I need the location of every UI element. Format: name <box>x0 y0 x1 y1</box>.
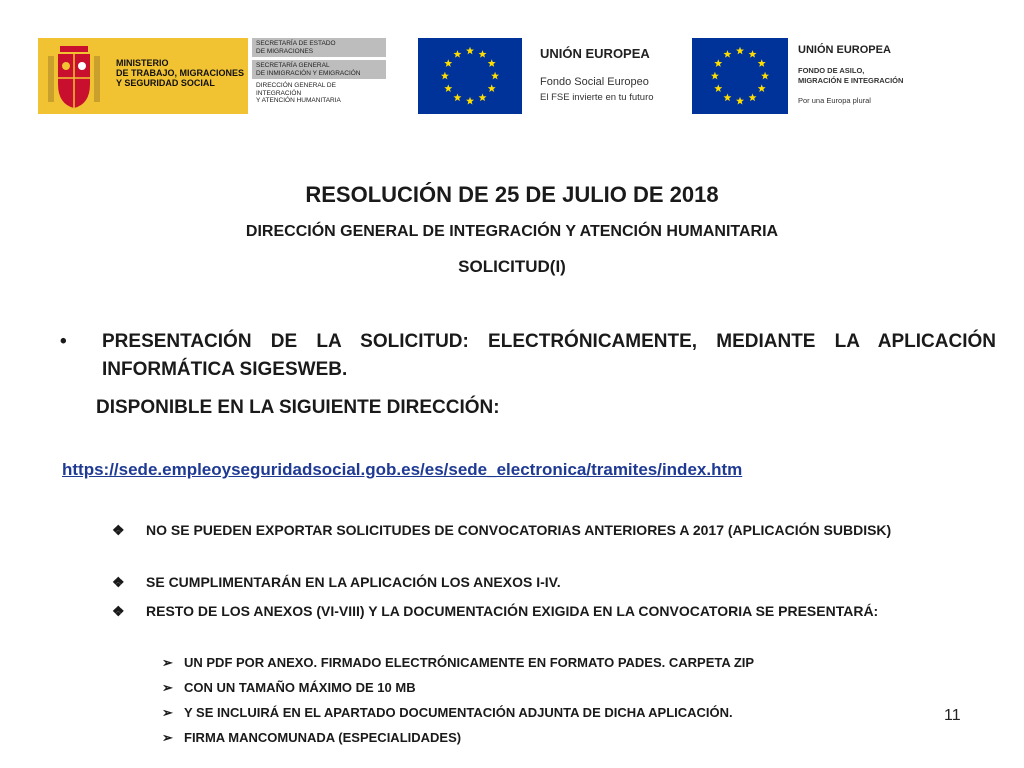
sub-list-item-text: Y SE INCLUIRÁ EN EL APARTADO DOCUMENTACIÓN ADJUNTA DE DICHA APLICACIÓN. <box>184 705 733 720</box>
eu-star-icon <box>714 59 722 67</box>
ministry-line: DE TRABAJO, MIGRACIONES <box>116 68 245 78</box>
ministry-name <box>116 58 244 88</box>
eu-star-icon <box>736 47 744 55</box>
eu-star-icon <box>491 72 499 80</box>
sub-list-item <box>162 655 754 671</box>
fami-name <box>798 66 918 86</box>
eu-fami-logo <box>692 38 932 114</box>
eu-flag-icon <box>692 38 788 114</box>
slide-title: RESOLUCIÓN DE 25 DE JULIO DE 2018 <box>305 182 719 207</box>
diamond-bullet-icon: ❖ <box>112 522 125 538</box>
main-bullet-text: PRESENTACIÓN DE LA SOLICITUD: ELECTRÓNICAMENTE, MEDIANTE LA APLICACIÓN INFORMÁTICA SIGESWEB. <box>102 331 996 380</box>
eu-star-icon <box>453 50 461 58</box>
eu-star-icon <box>466 47 474 55</box>
eu-title: UNIÓN EUROPEA <box>798 44 891 56</box>
slide-subtitle: DIRECCIÓN GENERAL DE INTEGRACIÓN Y ATENCIÓN HUMANITARIA <box>245 223 779 240</box>
sub-list-item-text: FIRMA MANCOMUNADA (ESPECIALIDADES) <box>184 730 462 745</box>
eu-star-icon <box>723 50 731 58</box>
eu-star-icon <box>761 72 769 80</box>
eu-star-icon <box>711 72 719 80</box>
eu-title: UNIÓN EUROPEA <box>540 46 650 61</box>
main-bullet <box>60 328 996 384</box>
eu-star-icon <box>488 84 496 92</box>
secretaria-logo <box>252 38 386 114</box>
eu-star-icon <box>714 84 722 92</box>
diamond-bullet-icon: ❖ <box>112 603 125 619</box>
fami-name-line: FONDO DE ASILO, <box>798 66 865 75</box>
eu-star-icon <box>758 84 766 92</box>
eu-flag-icon <box>418 38 522 114</box>
page-number: 11 <box>944 707 961 724</box>
fse-name: Fondo Social Europeo <box>540 76 649 88</box>
secretaria-line: SECRETARÍA GENERAL <box>256 62 330 69</box>
eu-star-icon <box>723 94 731 102</box>
eu-fse-logo <box>418 38 658 114</box>
eu-star-icon <box>441 72 449 80</box>
sub-list-item <box>162 705 733 721</box>
eu-star-icon <box>488 59 496 67</box>
sub-list-item-text: UN PDF POR ANEXO. FIRMADO ELECTRÓNICAMENTE EN FORMATO PADES. CARPETA ZIP <box>184 655 755 670</box>
eu-star-icon <box>479 94 487 102</box>
arrow-bullet-icon: ➢ <box>162 655 173 670</box>
eu-star-icon <box>444 84 452 92</box>
list-item-text: RESTO DE LOS ANEXOS (VI-VIII) Y LA DOCUMENTACIÓN EXIGIDA EN LA CONVOCATORIA SE PRESENTARÁ: <box>146 603 879 619</box>
sub-list-item <box>162 680 416 696</box>
ministry-line: Y SEGURIDAD SOCIAL <box>116 78 215 88</box>
eu-star-icon <box>736 97 744 105</box>
sede-link[interactable]: https://sede.empleoyseguridadsocial.gob.es/es/sede_electronica/tramites/index.htm <box>62 460 743 479</box>
sub-list-item <box>162 730 461 746</box>
ministry-line: MINISTERIO <box>116 58 169 68</box>
eu-star-icon <box>749 94 757 102</box>
arrow-bullet-icon: ➢ <box>162 730 173 745</box>
eu-star-icon <box>749 50 757 58</box>
ministry-logo <box>38 38 248 114</box>
eu-star-icon <box>758 59 766 67</box>
list-item <box>112 521 996 540</box>
sub-list-item-text: CON UN TAMAÑO MÁXIMO DE 10 MB <box>184 680 416 695</box>
eu-star-icon <box>453 94 461 102</box>
arrow-bullet-icon: ➢ <box>162 680 173 695</box>
secretaria-general <box>252 60 386 79</box>
secretaria-line: DE MIGRACIONES <box>256 47 314 55</box>
fami-name-line: MIGRACIÓN E INTEGRACIÓN <box>798 76 904 85</box>
arrow-bullet-icon: ➢ <box>162 705 173 720</box>
direccion-line: Y ATENCIÓN HUMANITARIA <box>256 97 341 104</box>
bullet-dot-icon: • <box>60 331 67 352</box>
coat-of-arms-icon <box>44 42 104 110</box>
direccion-general <box>252 79 386 108</box>
secretaria-estado <box>252 38 386 57</box>
diamond-bullet-icon: ❖ <box>112 574 125 590</box>
section-heading: SOLICITUD(I) <box>458 257 566 276</box>
fse-slogan: El FSE invierte en tu futuro <box>540 92 654 103</box>
list-item-text: NO SE PUEDEN EXPORTAR SOLICITUDES DE CONVOCATORIAS ANTERIORES A 2017 (APLICACIÓN SUBDISK) <box>146 522 892 538</box>
eu-star-icon <box>479 50 487 58</box>
eu-star-icon <box>466 97 474 105</box>
list-item-text: SE CUMPLIMENTARÁN EN LA APLICACIÓN LOS ANEXOS I-IV. <box>146 574 561 590</box>
list-item <box>112 602 996 621</box>
list-item <box>112 573 996 592</box>
disponible-text: DISPONIBLE EN LA SIGUIENTE DIRECCIÓN: <box>96 397 500 418</box>
secretaria-line: DE INMIGRACIÓN Y EMIGRACIÓN <box>256 69 361 77</box>
direccion-line: DIRECCIÓN GENERAL DE INTEGRACIÓN <box>256 82 336 97</box>
secretaria-line: SECRETARÍA DE ESTADO <box>256 40 336 47</box>
eu-star-icon <box>444 59 452 67</box>
fami-slogan: Por una Europa plural <box>798 96 871 105</box>
